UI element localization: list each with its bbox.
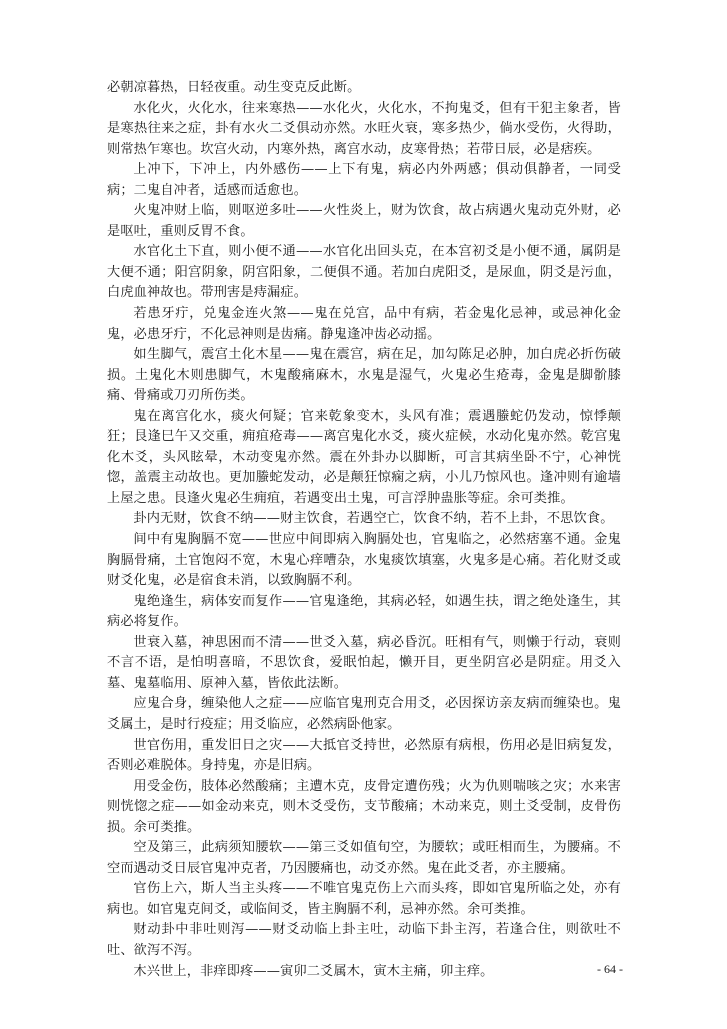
paragraph: 卦内无财，饮食不纳——财主饮食，若遇空亡，饮食不纳，若不上卦，不思饮食。 bbox=[133, 511, 614, 527]
page-number: - 64 - bbox=[597, 962, 623, 976]
paragraph: 鬼在离宫化水，痰火何疑；官来乾象变木，头风有准；震遇螣蛇仍发动，惊悸颠狂；艮逢巳午又交重，痈疽疮毒——离宫鬼化水爻，痰火症候，水动化鬼亦然。乾宫鬼化木爻，头风眩晕，木动变鬼亦然。震在外卦办以脚断，可言其病坐卧不宁，心神恍惚，盖震主动故也。更加螣蛇发动，必是颠狂惊痫之病，小儿乃惊风也。逢冲则有逾墙上屋之患。艮逢火鬼必生痈疽，若遇变出土鬼，可言浮肿蛊胀等症。余可类推。 bbox=[107, 408, 621, 506]
paragraph: 水官化土下直，则小便不通——水官化出回头克，在本宫初爻是小便不通，属阴是大便不通；阳宫阴象，阴宫阳象，二便俱不通。若加白虎阳爻，是尿血，阴爻是污血，白虎血神故也。带刑害是痔漏症。 bbox=[107, 244, 621, 301]
paragraph: 空及第三，此病须知腰软——第三爻如值旬空，为腰软；或旺相而生，为腰痛。不空而遇动爻日辰官鬼冲克者，乃因腰痛也，动爻亦然。鬼在此爻者，亦主腰痛。 bbox=[107, 840, 621, 876]
paragraph: 财动卦中非吐则泻——财爻动临上卦主吐，动临下卦主泻，若逢合住，则欲吐不吐、欲泻不泻。 bbox=[107, 922, 621, 958]
paragraph: 木兴世上，非痒即疼——寅卯二爻属木，寅木主痛，卯主痒。 bbox=[133, 963, 494, 979]
paragraph: 必朝凉暮热，日轻夜重。动生变克反此断。 bbox=[107, 80, 361, 95]
paragraph: 间中有鬼胸膈不宽——世应中间即病入胸膈处也，官鬼临之，必然痞塞不通。金鬼胸膈骨痛，土官饱闷不宽，木鬼心痒嘈杂，水鬼痰饮填塞，火鬼多是心痛。若化财爻或财爻化鬼，必是宿食未消，以致胸膈不利。 bbox=[107, 532, 621, 589]
paragraph: 应鬼合身，缠染他人之症——应临官鬼刑克合用爻，必因探访亲友病而缠染也。鬼爻属土，是时行疫症；用爻临应，必然病卧他家。 bbox=[107, 696, 621, 732]
paragraph: 鬼绝逢生，病体安而复作——官鬼逢绝，其病必轻，如遇生扶，谓之绝处逢生，其病必将复作。 bbox=[107, 593, 621, 630]
paragraph: 世衰入墓，神思困而不清——世爻入墓，病必昏沉。旺相有气，则懒于行动，衰则不言不语，是怕明喜暗，不思饮食，爱眠怕起，懒开目，更坐阴宫必是阴症。用爻入墓、鬼墓临用、原神入墓，皆依此法断。 bbox=[107, 634, 621, 691]
paragraph: 火鬼冲财上临，则呕逆多吐——火性炎上，财为饮食，故占病遇火鬼动克外财，必是呕吐，重则反胃不食。 bbox=[107, 203, 621, 239]
paragraph: 世官伤用，重发旧日之灾——大抵官爻持世，必然原有病根，伤用必是旧病复发，否则必难脱体。身持鬼，亦是旧病。 bbox=[107, 737, 621, 774]
paragraph: 若患牙疔，兑鬼金连火煞——鬼在兑宫，品中有病，若金鬼化忌神，或忌神化金鬼，必患牙疔，不化忌神则是齿痛。静鬼逢冲齿必动摇。 bbox=[107, 306, 621, 342]
paragraph: 如生脚气，震宫土化木星——鬼在震宫，病在足，加勾陈足必肿，加白虎必折伤破损。土鬼化木则患脚气，木鬼酸痛麻木，水鬼是湿气，火鬼必生疮毒，金鬼是脚骱膝痛、骨痛或刀刃所伤类。 bbox=[107, 347, 621, 404]
body-text bbox=[107, 78, 621, 982]
paragraph: 用受金伤，肢体必然酸痛；主遭木克，皮骨定遭伤残；火为仇则喘咳之灾；水来害则恍惚之症——如金动来克，则木爻受伤，支节酸痛；木动来克，则土爻受制，皮骨伤损。余可类推。 bbox=[107, 778, 621, 835]
paragraph: 上冲下，下冲上，内外感伤——上下有鬼，病必内外两感；俱动俱静者，一同受病；二鬼自冲者，适感而适愈也。 bbox=[107, 162, 621, 198]
paragraph: 水化火，火化水，往来寒热——水化火，火化水，不拘鬼爻，但有干犯主象者，皆是寒热往来之症，卦有水火二爻俱动亦然。水旺火衰，寒多热少，倘水受伤，火得助，则常热乍寒也。坎宫火动，内寒外热，离宫水动，皮寒骨热；若带日辰，必是痞疾。 bbox=[107, 100, 621, 157]
paragraph: 官伤上六，斯人当主头疼——不唯官鬼克伤上六而头疼，即如官鬼所临之处，亦有病也。如官鬼克间爻，或临间爻，皆主胸膈不利，忌神亦然。余可类推。 bbox=[107, 881, 621, 917]
